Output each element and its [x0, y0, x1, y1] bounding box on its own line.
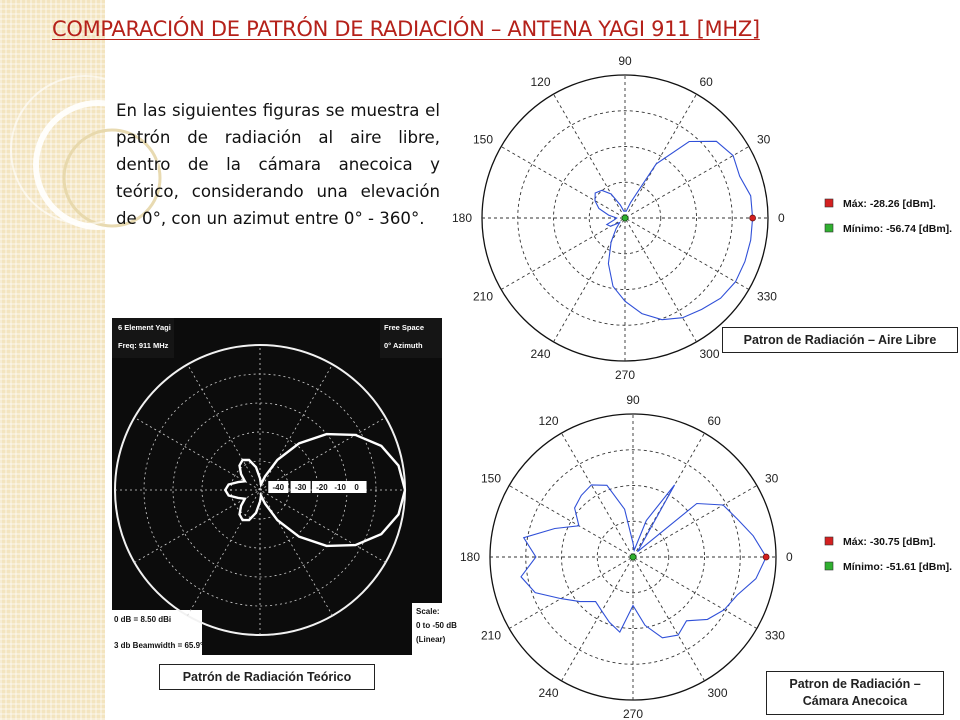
angle-label: 210: [481, 628, 502, 643]
angle-label: 300: [707, 685, 728, 700]
angle-label: 120: [538, 414, 559, 429]
theo-label-model: 6 Element Yagi: [118, 323, 171, 332]
angle-label: 240: [530, 346, 551, 361]
legend-label: Máx: -30.75 [dBm].: [843, 536, 936, 548]
theo-radial-label: 0: [354, 483, 359, 492]
theo-label-scale_type: (Linear): [416, 635, 446, 644]
min-marker: [622, 215, 628, 221]
theo-radial-label: -20: [316, 483, 328, 492]
pattern-trace: [521, 485, 766, 638]
angle-label: 60: [707, 414, 721, 429]
theo-label-env: Free Space: [384, 323, 425, 332]
legend-label: Máx: -28.26 [dBm].: [843, 198, 936, 210]
angle-label: 210: [473, 289, 494, 304]
max-marker: [750, 215, 756, 221]
angle-label: 90: [618, 54, 632, 68]
min-marker: [630, 554, 636, 560]
angle-label: 270: [622, 707, 644, 720]
legend-label: Mínimo: -56.74 [dBm].: [843, 223, 953, 235]
theo-label-freq: Freq: 911 MHz: [118, 341, 169, 350]
angle-label: 0: [778, 211, 785, 225]
theo-label-scale_range: 0 to -50 dB: [416, 621, 457, 630]
theo-radial-label: -30: [294, 483, 307, 492]
angle-label: 150: [481, 471, 502, 486]
slide-title: COMPARACIÓN DE PATRÓN DE RADIACIÓN – ANTENA YAGI 911 [MHZ]: [52, 17, 760, 41]
angle-label: 330: [764, 628, 785, 643]
caption-teorico: Patrón de Radiación Teórico: [159, 664, 375, 690]
angle-label: 180: [451, 211, 472, 225]
angle-label: 300: [699, 346, 720, 361]
angle-label: 180: [459, 550, 480, 564]
legend-label: Mínimo: -51.61 [dBm].: [843, 561, 953, 573]
angle-label: 60: [699, 75, 713, 90]
angle-label: 30: [764, 471, 779, 486]
legend-swatch: [825, 199, 833, 207]
max-marker: [763, 554, 769, 560]
theoretical-pattern-plot: [112, 318, 457, 655]
theo-label-ref: 0 dB = 8.50 dBi: [114, 615, 172, 624]
theo-label-scale_title: Scale:: [416, 607, 440, 616]
angle-label: 240: [538, 685, 559, 700]
pattern-trace: [595, 141, 753, 319]
angle-label: 90: [626, 393, 640, 407]
intro-paragraph: En las siguientes figuras se muestra el patrón de radiación al aire libre, dentro de la cámara anecoica y teórico, considerando una elevación de 0°, con un azimut entre 0° - 360°.: [116, 101, 440, 228]
angle-label: 0: [786, 550, 793, 564]
angle-label: 150: [473, 132, 494, 147]
angle-label: 120: [530, 75, 551, 90]
theo-radial-label: -40: [272, 483, 285, 492]
caption-camara-anecoica-text: Patron de Radiación – Cámara Anecoica: [789, 677, 921, 708]
theo-label-beamwidth: 3 db Beamwidth = 65.9°: [114, 641, 204, 650]
theo-label-azimuth: 0° Azimuth: [384, 341, 423, 350]
legend-swatch: [825, 562, 833, 570]
legend-swatch: [825, 537, 833, 545]
caption-camara-anecoica: [766, 671, 944, 715]
theo-radial-label: -10: [334, 483, 346, 492]
caption-aire-libre: Patron de Radiación – Aire Libre: [722, 327, 958, 353]
legend-swatch: [825, 224, 833, 232]
angle-label: 330: [756, 289, 777, 304]
angle-label: 270: [614, 368, 636, 382]
angle-label: 30: [756, 132, 771, 147]
